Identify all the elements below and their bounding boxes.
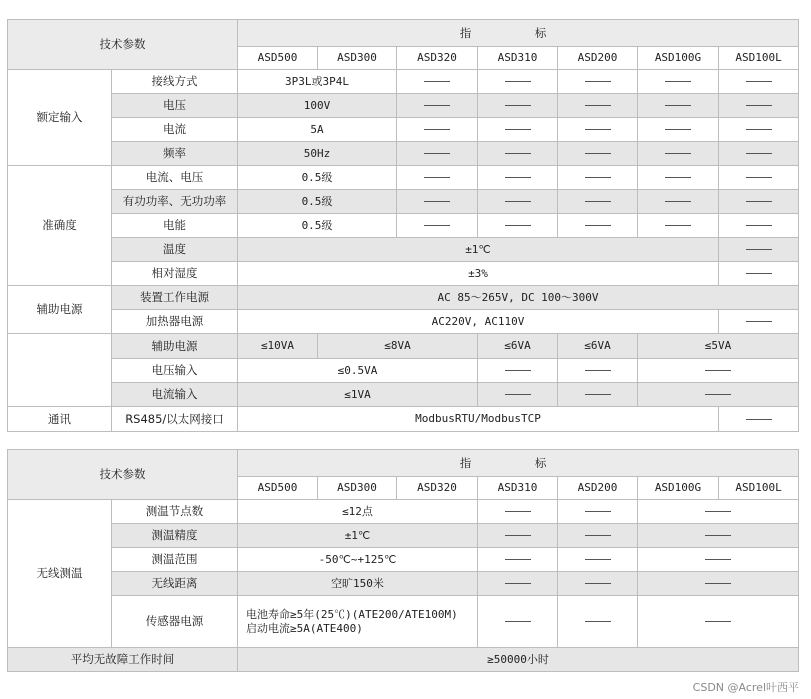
dash-cell [478,70,558,94]
dash-cell [478,383,558,407]
dash-cell [397,166,478,190]
dash-cell [397,214,478,238]
spec-table-electrical [7,19,799,432]
model-header: ASD310 [478,47,558,70]
row-label-mtbf: 平均无故障工作时间 [8,648,238,672]
row-label: 测温精度 [112,524,238,548]
row-label: 电压 [112,94,238,118]
dash-cell [638,70,719,94]
sensor-line-2: 启动电流≥5A(ATE400) [246,621,363,635]
cell-value: AC 85～265V, DC 100～300V [238,286,799,310]
model-header: ASD300 [318,47,397,70]
dash-cell [478,166,558,190]
row-label: 加热器电源 [112,310,238,334]
dash-cell [719,118,799,142]
cell-value: 空旷150米 [238,572,478,596]
row-label: 测温范围 [112,548,238,572]
row-label: 装置工作电源 [112,286,238,310]
dash-cell [558,383,638,407]
model-header: ASD100L [719,47,799,70]
dash-cell [719,142,799,166]
model-header: ASD500 [238,477,318,500]
dash-cell [478,94,558,118]
cell-value: ≤8VA [318,334,478,359]
dash-cell [558,94,638,118]
dash-cell [558,359,638,383]
row-label: 电压输入 [112,359,238,383]
dash-cell [638,500,799,524]
dash-cell [558,70,638,94]
dash-cell [638,118,719,142]
cell-value: 5A [238,118,397,142]
dash-cell [638,383,799,407]
dash-cell [558,548,638,572]
cell-value: ≤0.5VA [238,359,478,383]
cell-value-sensor-power [238,596,478,648]
dash-cell [478,548,558,572]
dash-cell [397,190,478,214]
row-label: 相对湿度 [112,262,238,286]
dash-cell [558,166,638,190]
cell-value: 3P3L或3P4L [238,70,397,94]
cell-value: 50Hz [238,142,397,166]
dash-cell [719,214,799,238]
dash-cell [638,524,799,548]
dash-cell [397,142,478,166]
dash-cell [397,94,478,118]
row-label: 有功功率、无功功率 [112,190,238,214]
row-label: 电流输入 [112,383,238,407]
dash-cell [478,524,558,548]
param-header: 技术参数 [8,20,238,70]
row-label: 温度 [112,238,238,262]
dash-cell [719,407,799,432]
cell-value: ±1℃ [238,524,478,548]
row-label: RS485/以太网接口 [112,407,238,432]
group-comm: 通讯 [8,407,112,432]
dash-cell [638,548,799,572]
dash-cell [719,166,799,190]
dash-cell [478,142,558,166]
dash-cell [558,572,638,596]
dash-cell [638,142,719,166]
dash-cell [719,94,799,118]
row-label: 频率 [112,142,238,166]
cell-value: 0.5级 [238,214,397,238]
dash-cell [478,214,558,238]
dash-cell [719,238,799,262]
dash-cell [478,596,558,648]
watermark-credit: CSDN @Acrel叶西平 [692,681,799,694]
row-label: 测温节点数 [112,500,238,524]
dash-cell [558,142,638,166]
dash-cell [638,359,799,383]
param-header: 技术参数 [8,450,238,500]
model-header: ASD200 [558,47,638,70]
dash-cell [719,70,799,94]
dash-cell [478,118,558,142]
model-header: ASD100G [638,47,719,70]
group-aux-power: 辅助电源 [8,286,112,334]
dash-cell [638,214,719,238]
model-header: ASD500 [238,47,318,70]
model-header: ASD320 [397,47,478,70]
dash-cell [397,118,478,142]
dash-cell [478,572,558,596]
group-wireless-temp: 无线测温 [8,500,112,648]
cell-value-mtbf: ≥50000小时 [238,648,799,672]
row-label: 接线方式 [112,70,238,94]
cell-value: ≤12点 [238,500,478,524]
model-header: ASD200 [558,477,638,500]
cell-value: ≤5VA [638,334,799,359]
row-label: 辅助电源 [112,334,238,359]
cell-value: ≤6VA [558,334,638,359]
model-header: ASD100G [638,477,719,500]
dash-cell [638,596,799,648]
row-label: 传感器电源 [112,596,238,648]
model-header: ASD320 [397,477,478,500]
group-consumption [8,334,112,407]
dash-cell [719,190,799,214]
group-rated-input: 额定输入 [8,70,112,166]
cell-value: ≤6VA [478,334,558,359]
cell-value: ±1℃ [238,238,719,262]
spec-table-wireless [7,449,799,672]
cell-value: 0.5级 [238,166,397,190]
dash-cell [478,190,558,214]
dash-cell [558,596,638,648]
indicator-header: 指 标 [238,20,799,47]
cell-value: ±3% [238,262,719,286]
cell-value: ≤1VA [238,383,478,407]
cell-value: ModbusRTU/ModbusTCP [238,407,719,432]
dash-cell [638,190,719,214]
dash-cell [558,524,638,548]
dash-cell [558,190,638,214]
dash-cell [558,118,638,142]
row-label: 无线距离 [112,572,238,596]
dash-cell [638,572,799,596]
dash-cell [719,310,799,334]
dash-cell [478,359,558,383]
indicator-header: 指 标 [238,450,799,477]
cell-value: 100V [238,94,397,118]
cell-value: AC220V, AC110V [238,310,719,334]
dash-cell [558,500,638,524]
model-header: ASD300 [318,477,397,500]
row-label: 电能 [112,214,238,238]
dash-cell [719,262,799,286]
dash-cell [558,214,638,238]
dash-cell [638,94,719,118]
model-header: ASD100L [719,477,799,500]
model-header: ASD310 [478,477,558,500]
row-label: 电流 [112,118,238,142]
row-label: 电流、电压 [112,166,238,190]
cell-value: ≤10VA [238,334,318,359]
cell-value: -50℃~+125℃ [238,548,478,572]
dash-cell [638,166,719,190]
dash-cell [397,70,478,94]
sensor-line-1: 电池寿命≥5年(25℃)(ATE200/ATE100M) [246,607,458,621]
dash-cell [478,500,558,524]
group-accuracy: 准确度 [8,166,112,286]
cell-value: 0.5级 [238,190,397,214]
